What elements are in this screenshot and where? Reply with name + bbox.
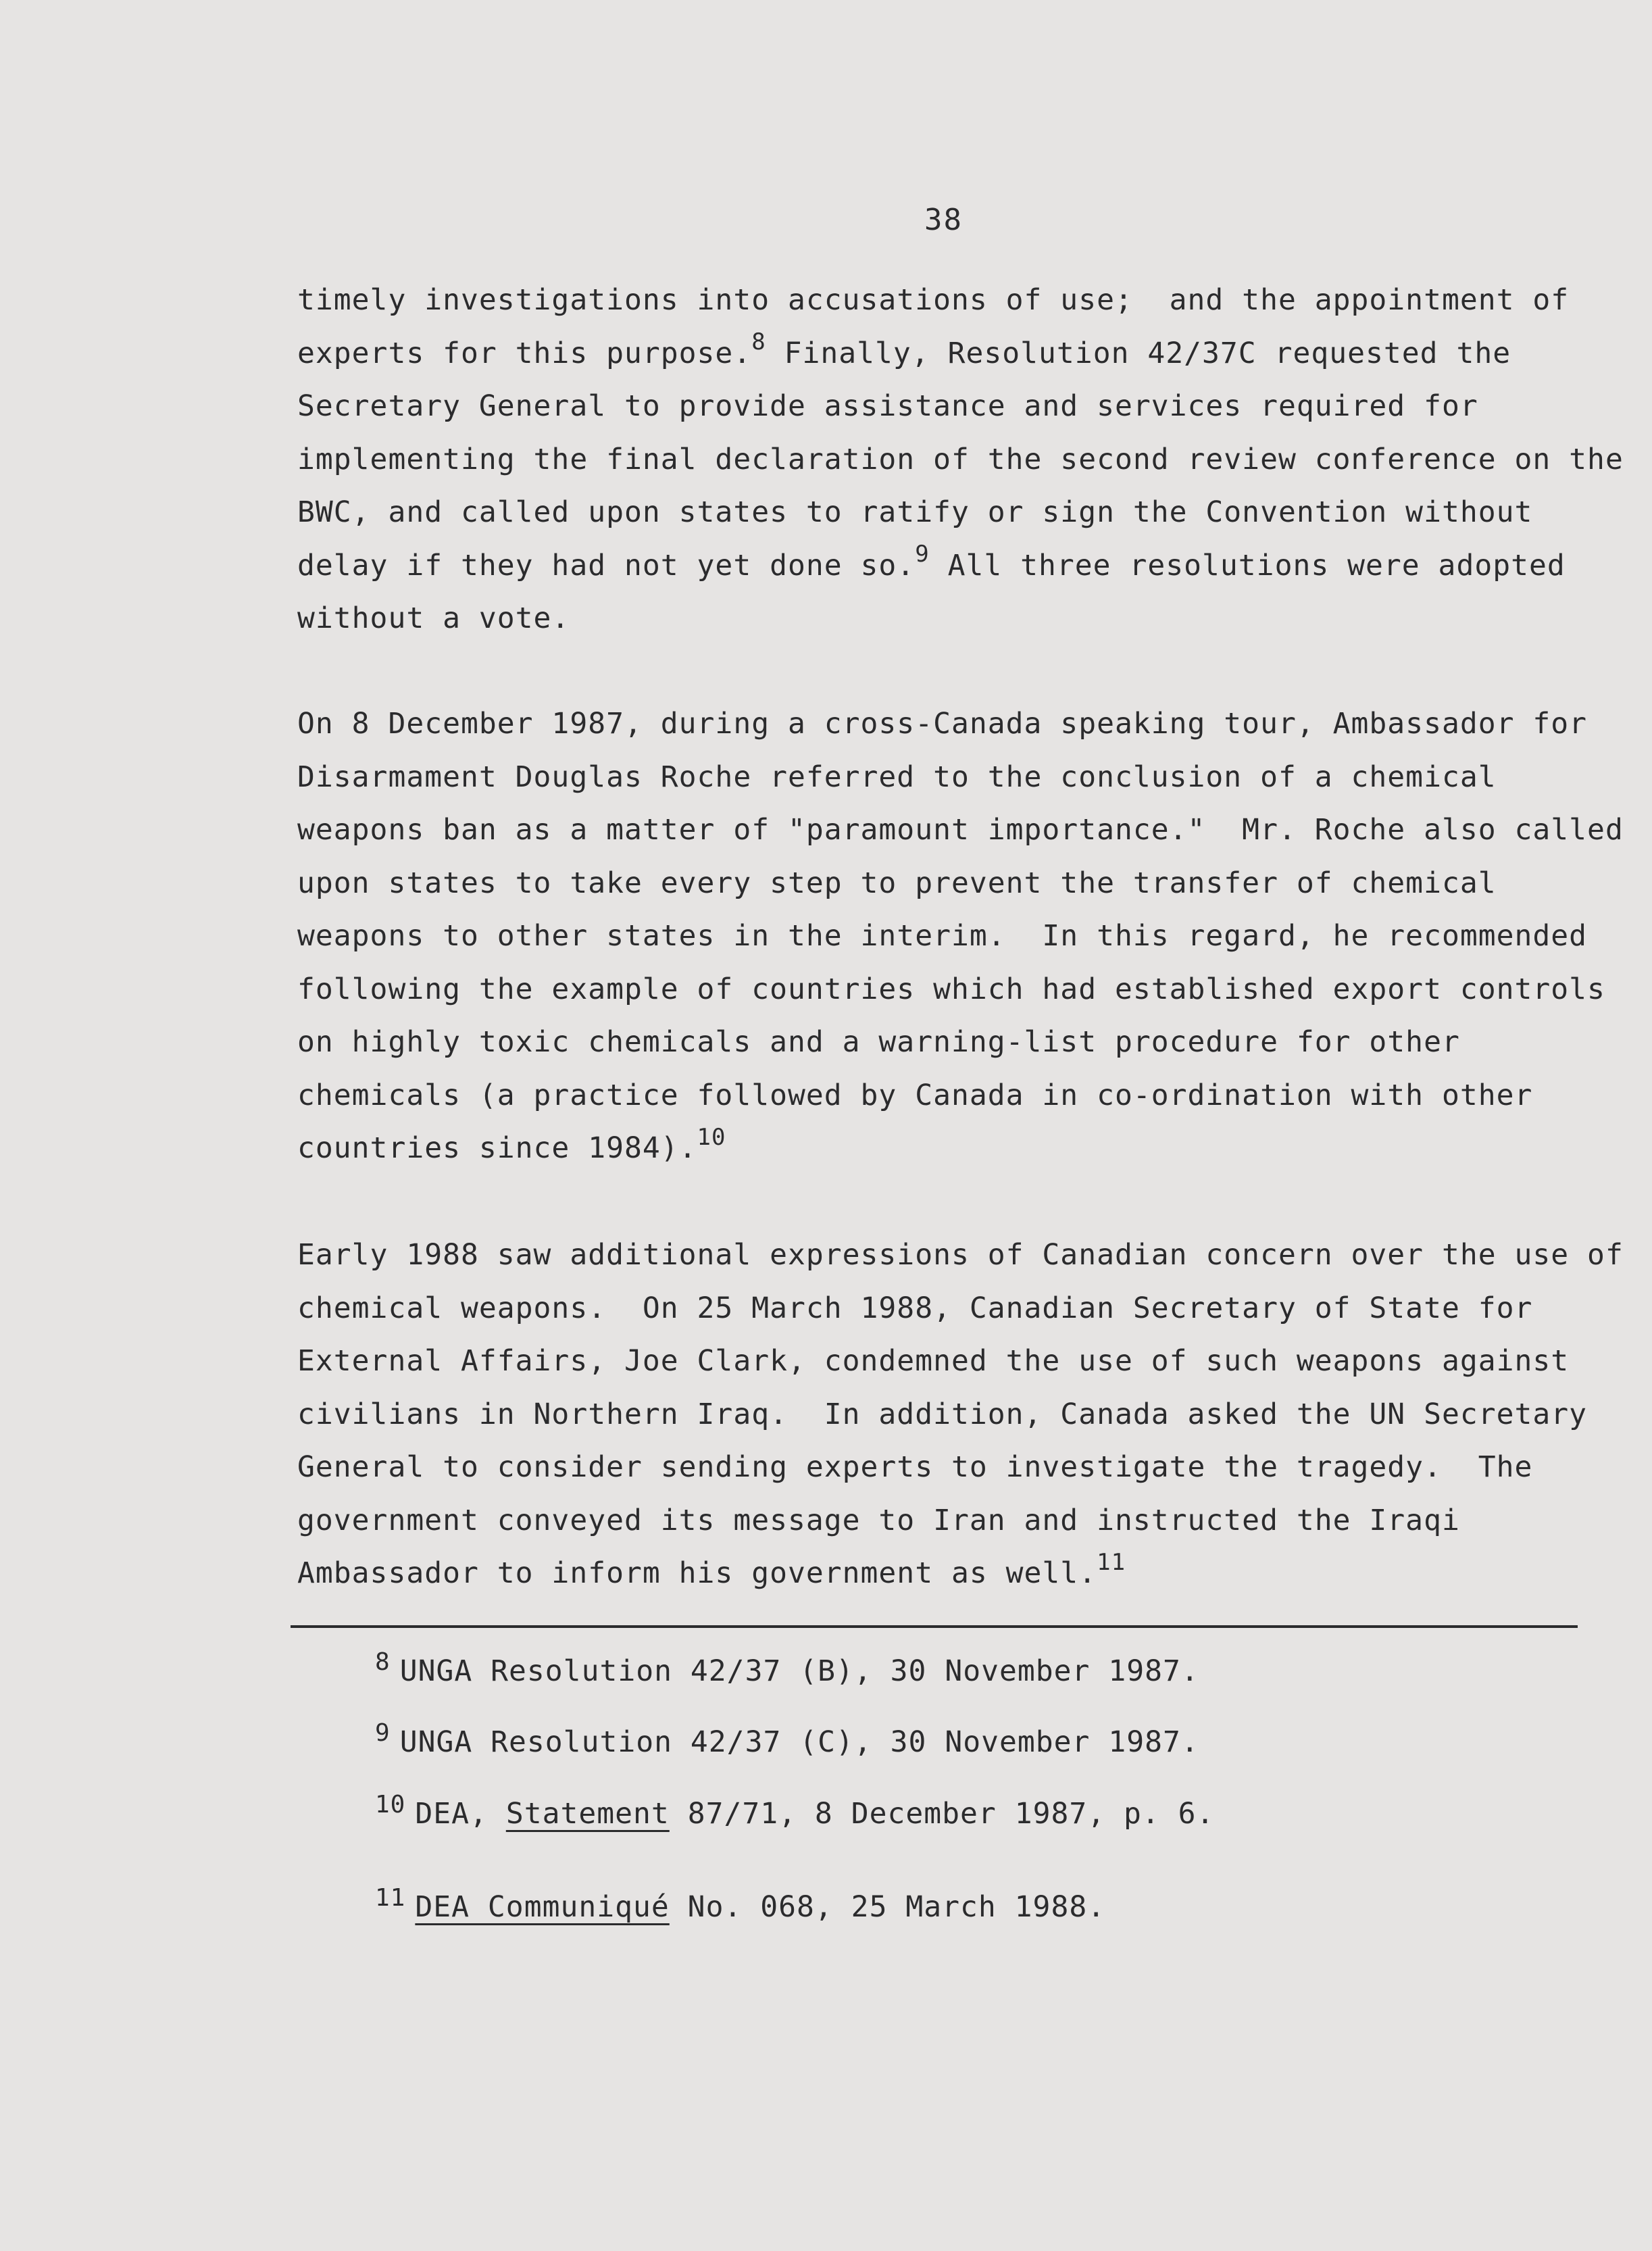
text-line — [297, 327, 1595, 380]
footnote-11 — [375, 1884, 1106, 1924]
footnote-reference-10: 10 — [697, 1123, 726, 1151]
text-line — [297, 539, 1595, 593]
footnote-8 — [375, 1648, 1199, 1688]
footnote-title: DEA Communiqué — [415, 1890, 670, 1924]
paragraph-un-resolutions — [297, 274, 1624, 645]
footnote-mark: 8 — [375, 1648, 391, 1676]
text-line: General to consider sending experts to investigate the tragedy. The — [297, 1450, 1533, 1484]
footnote-9 — [375, 1719, 1199, 1759]
text-line: without a vote. — [297, 601, 570, 635]
text-line: chemicals (a practice followed by Canada in co-ordination with other — [297, 1078, 1533, 1112]
text-line: weapons to other states in the interim. In this regard, he recommended — [297, 919, 1588, 953]
footnote-reference-9: 9 — [915, 541, 930, 568]
paragraph-early-1988 — [297, 1229, 1624, 1600]
text-line — [297, 1547, 1595, 1600]
text-line: Early 1988 saw additional expressions of Canadian concern over the use of — [297, 1238, 1624, 1272]
text-line: Disarmament Douglas Roche referred to the conclusion of a chemical — [297, 760, 1497, 794]
footnote-10 — [375, 1791, 1215, 1831]
footnote-mark: 10 — [375, 1791, 406, 1819]
text-line: timely investigations into accusations of use; and the appointment of — [297, 283, 1570, 317]
footnote-suffix: 87/71, 8 December 1987, p. 6. — [669, 1797, 1215, 1831]
text-segment: Ambassador to inform his government as well. — [297, 1556, 1097, 1590]
footnote-mark: 9 — [375, 1719, 391, 1747]
text-line: Secretary General to provide assistance and services required for — [297, 389, 1478, 423]
paragraph-roche-speaking-tour — [297, 697, 1624, 1175]
text-line: implementing the final declaration of the second review conference on the — [297, 442, 1624, 476]
footnote-reference-11: 11 — [1097, 1548, 1126, 1576]
footnote-divider — [291, 1625, 1578, 1628]
footnote-title: Statement — [505, 1797, 670, 1831]
text-line: civilians in Northern Iraq. In addition, Canada asked the UN Secretary — [297, 1397, 1588, 1431]
footnote-text: UNGA Resolution 42/37 (B), 30 November 1987. — [399, 1654, 1199, 1688]
text-line: following the example of countries which had established export controls — [297, 972, 1605, 1006]
text-line: upon states to take every step to prevent the transfer of chemical — [297, 866, 1497, 900]
footnote-text: UNGA Resolution 42/37 (C), 30 November 1987. — [399, 1725, 1199, 1759]
footnote-reference-8: 8 — [751, 328, 766, 356]
text-segment: delay if they had not yet done so. — [297, 548, 916, 583]
text-line: External Affairs, Joe Clark, condemned the use of such weapons against — [297, 1344, 1570, 1378]
text-segment: countries since 1984). — [297, 1131, 697, 1165]
text-segment: experts for this purpose. — [297, 336, 752, 370]
text-line: On 8 December 1987, during a cross-Canada speaking tour, Ambassador for — [297, 707, 1588, 741]
page-number: 38 — [924, 203, 963, 237]
footnote-mark: 11 — [375, 1884, 406, 1912]
text-segment: Finally, Resolution 42/37C requested the — [766, 336, 1511, 370]
text-line: BWC, and called upon states to ratify or sign the Convention without — [297, 495, 1533, 529]
footnote-prefix: DEA, — [415, 1797, 506, 1831]
text-line — [297, 1122, 1595, 1175]
text-segment: All three resolutions were adopted — [929, 548, 1566, 583]
text-line: weapons ban as a matter of "paramount importance." Mr. Roche also called — [297, 813, 1624, 847]
footnote-suffix: No. 068, 25 March 1988. — [669, 1890, 1106, 1924]
text-line: government conveyed its message to Iran and instructed the Iraqi — [297, 1503, 1460, 1537]
text-line: on highly toxic chemicals and a warning-list procedure for other — [297, 1025, 1460, 1059]
text-line: chemical weapons. On 25 March 1988, Canadian Secretary of State for — [297, 1291, 1533, 1325]
